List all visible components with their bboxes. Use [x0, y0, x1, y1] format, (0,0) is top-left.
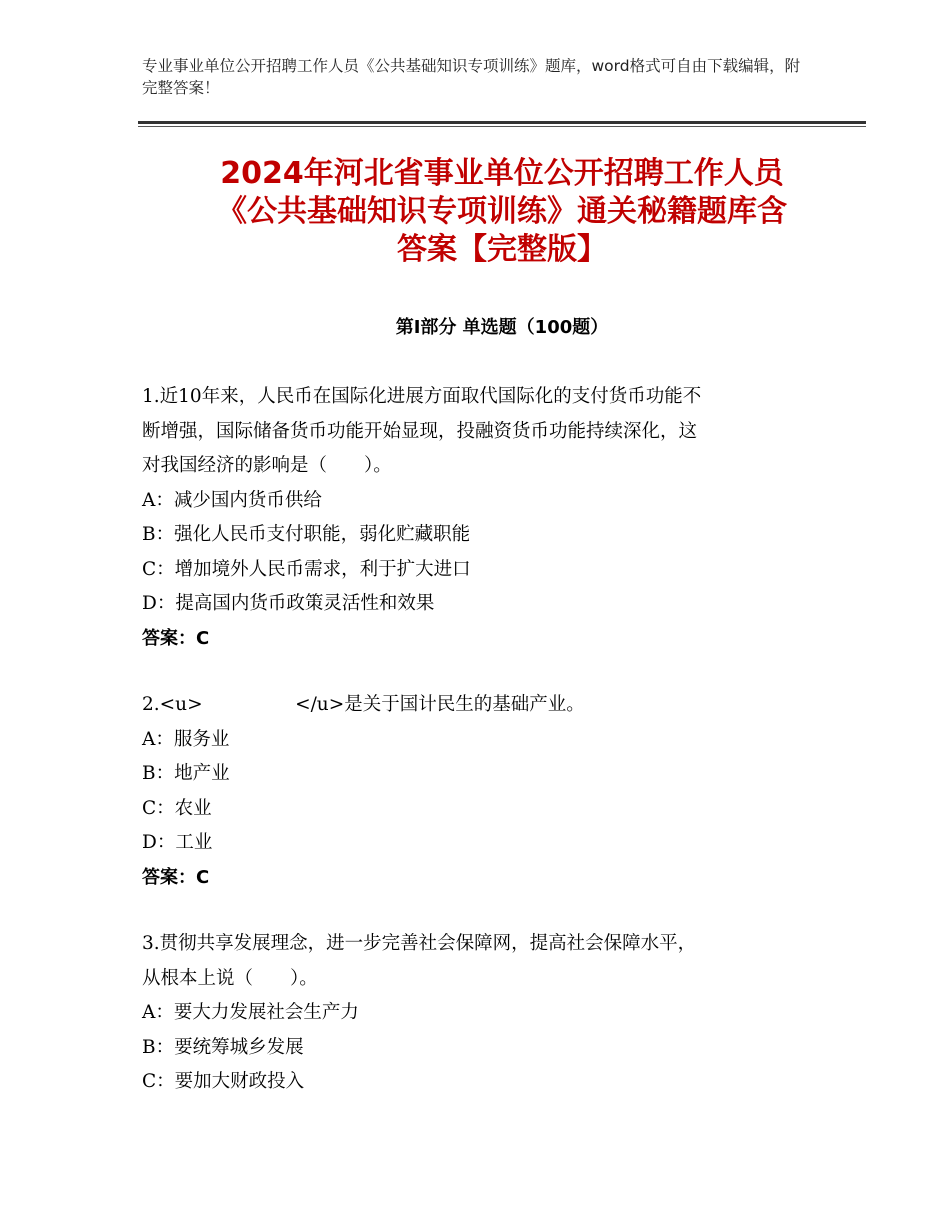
answer: 答案：C [142, 627, 210, 649]
option-b: B：要统筹城乡发展 [142, 1036, 304, 1058]
option-c: C：农业 [142, 797, 212, 819]
answer: 答案：C [142, 866, 210, 888]
section-title: 第Ⅰ部分 单选题（100题） [395, 317, 609, 338]
question-stem-line: 从根本上说（ ）。 [142, 967, 318, 989]
document-title [138, 155, 866, 269]
option-a: A：减少国内货币供给 [142, 489, 322, 511]
option-d: D：提高国内货币政策灵活性和效果 [142, 593, 435, 614]
question-stem-line: 3.贯彻共享发展理念，进一步完善社会保障网，提高社会保障水平， [142, 933, 697, 954]
option-c: C：要加大财政投入 [142, 1071, 305, 1092]
title-line: 《公共基础知识专项训练》通关秘籍题库含 [217, 194, 787, 229]
option-a: A：要大力发展社会生产力 [142, 1002, 359, 1023]
option-d: D：工业 [142, 832, 213, 853]
option-b: B：地产业 [142, 763, 230, 784]
option-c: C：增加境外人民币需求，利于扩大进口 [142, 558, 471, 580]
option-a: A：服务业 [142, 728, 230, 750]
question-2 [142, 688, 822, 895]
header-note: 专业事业单位公开招聘工作人员《公共基础知识专项训练》题库，word格式可自由下载编辑，附完整答案！ [142, 57, 801, 97]
option-b: B：强化人民币支付职能，弱化贮藏职能 [142, 524, 471, 545]
header-divider-thick [138, 121, 866, 124]
title-line: 答案【完整版】 [397, 232, 607, 267]
title-line: 2024年河北省事业单位公开招聘工作人员 [220, 156, 784, 191]
question-stem-line: 1.近10年来，人民币在国际化进展方面取代国际化的支付货币功能不 [142, 386, 702, 407]
question-1 [142, 380, 822, 656]
question-stem-line: 2.<u> </u>是关于国计民生的基础产业。 [142, 694, 585, 715]
question-3 [142, 927, 822, 1100]
header-divider-thin [138, 126, 866, 127]
question-stem-line: 断增强，国际储备货币功能开始显现，投融资货币功能持续深化，这 [142, 420, 698, 442]
question-stem-line: 对我国经济的影响是（ ）。 [142, 455, 392, 476]
